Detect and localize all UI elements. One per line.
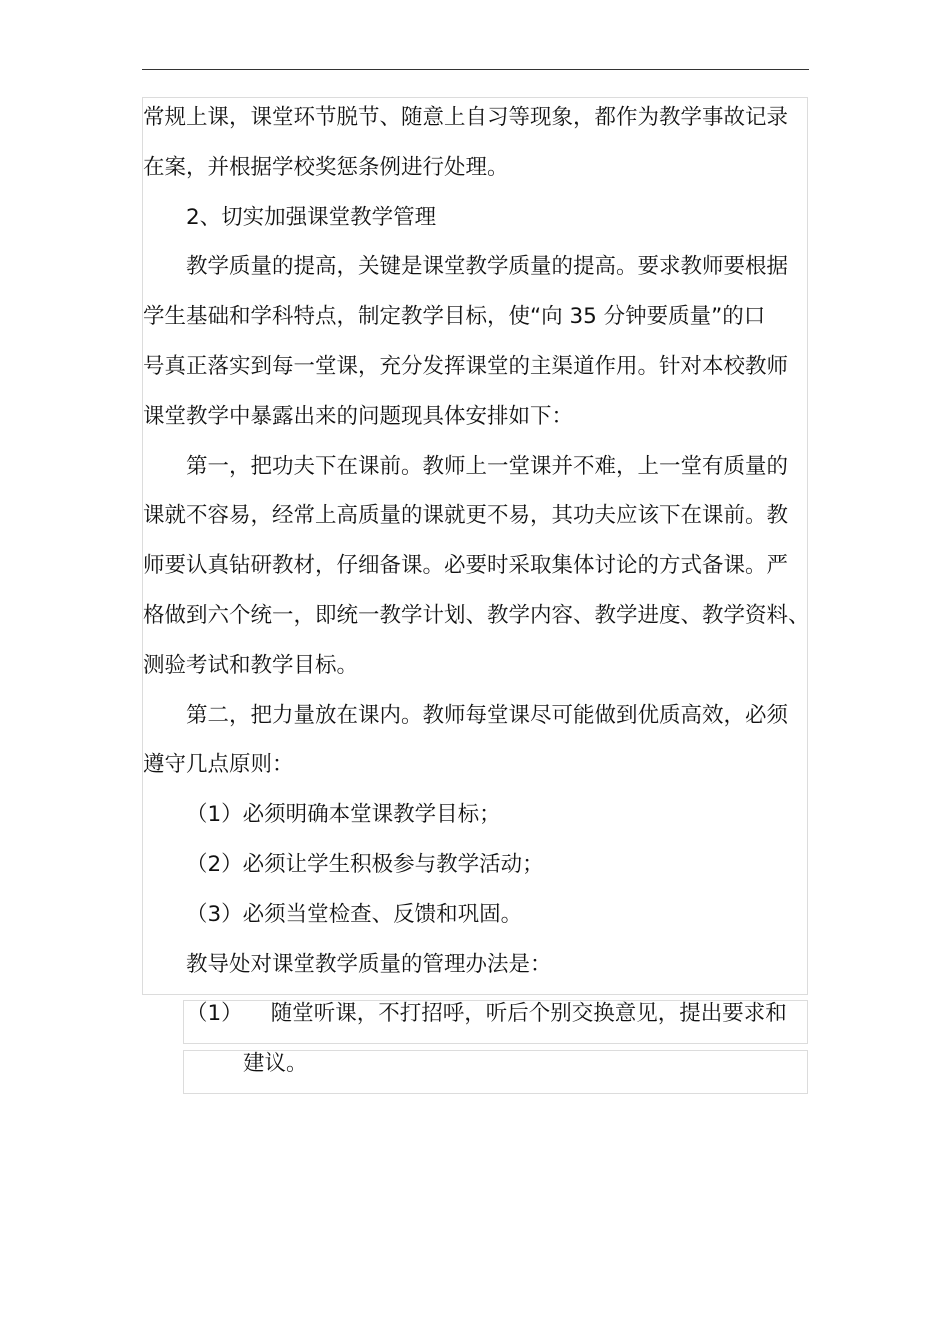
paragraph-line: 常规上课，课堂环节脱节、随意上自习等现象，都作为教学事故记录 (143, 105, 789, 130)
paragraph-line: 教学质量的提高，关键是课堂教学质量的提高。要求教师要根据 (186, 254, 789, 280)
list-line: （1）必须明确本堂课教学目标； (186, 802, 501, 828)
paragraph-line: 格做到六个统一，即统一教学计划、教学内容、教学进度、教学资料、 (143, 602, 810, 628)
list-item-continuation: 建议。 (243, 1051, 308, 1077)
header-rule (142, 69, 809, 70)
paragraph-line: 测验考试和教学目标。 (143, 652, 359, 678)
paragraph-line: 遵守几点原则： (143, 752, 294, 778)
paragraph-line: 教导处对课堂教学质量的管理办法是： (186, 951, 552, 977)
numbered-list-item (143, 989, 823, 1039)
paragraph-line: 学生基础和学科特点，制定教学目标，使“向 35 分钟要质量”的口 (143, 304, 766, 330)
paragraph-line: 第一，把功夫下在课前。教师上一堂课并不难，上一堂有质量的 (186, 453, 789, 479)
paragraph-line: 号真正落实到每一堂课，充分发挥课堂的主渠道作用。针对本校教师 (143, 353, 789, 379)
list-marker: （1） (186, 1001, 243, 1027)
list-item-text: 随堂听课，不打招呼，听后个别交换意见，提出要求和 (270, 1001, 787, 1027)
document-body (143, 93, 823, 1089)
paragraph-line: 第二，把力量放在课内。教师每堂课尽可能做到优质高效，必须 (186, 702, 789, 728)
list-line: （2）必须让学生积极参与教学活动； (186, 851, 544, 877)
list-line: （3）必须当堂检查、反馈和巩固。 (186, 901, 523, 927)
paragraph-line: 在案，并根据学校奖惩条例进行处理。 (143, 154, 509, 180)
paragraph-line: 师要认真钻研教材，仔细备课。必要时采取集体讨论的方式备课。严 (143, 553, 789, 579)
section-heading: 2、切实加强课堂教学管理 (186, 204, 437, 230)
paragraph-line: 课就不容易，经常上高质量的课就更不易，其功夫应该下在课前。教 (143, 503, 789, 529)
paragraph-line: 课堂教学中暴露出来的问题现具体安排如下： (143, 403, 574, 429)
